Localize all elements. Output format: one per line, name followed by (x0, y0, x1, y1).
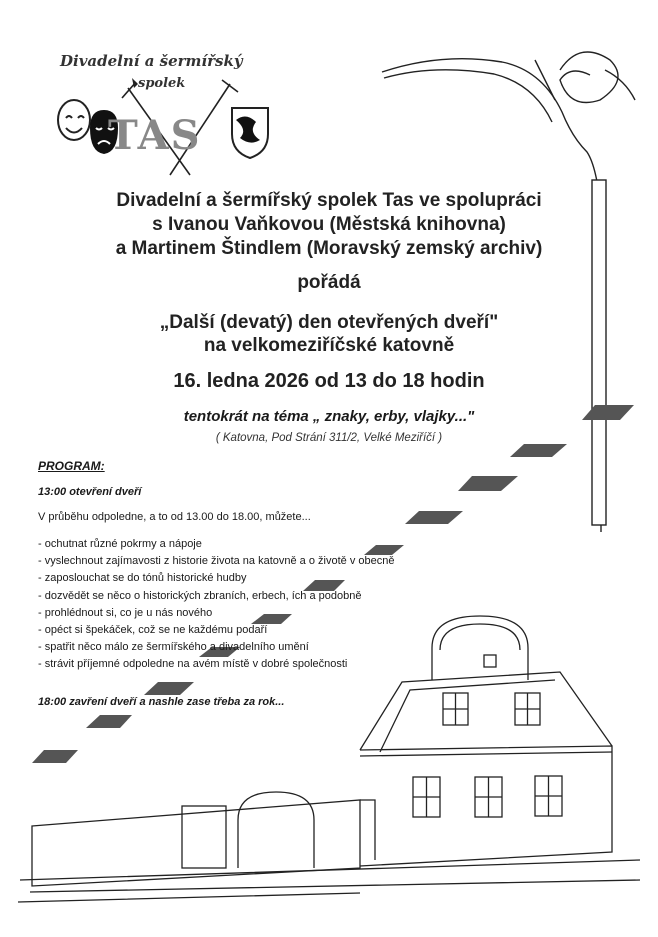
event-title-line-2: na velkomeziříčské katovně (203, 335, 455, 356)
list-item: - vyslechnout zajímavosti z historie života na katovně a o životě v obecně (38, 555, 395, 568)
event-date: 16. ledna 2026 od 13 do 18 hodin (173, 370, 485, 392)
program-list (38, 536, 394, 674)
coat-of-arms-icon (232, 108, 268, 158)
program-closing: 18:00 zavření dveří a nashle zase třeba za rok... (38, 696, 285, 708)
heading-line-1: Divadelní a šermířský spolek Tas ve spolupráci (116, 190, 542, 211)
list-item: - opéct si špekáček, což se ne každému podaří (38, 623, 268, 636)
program-open-time: 13:00 otevření dveří (38, 486, 142, 498)
event-place: ( Katovna, Pod Strání 311/2, Velké Meziříčí ) (215, 432, 443, 444)
list-item: - strávit příjemné odpoledne na avém místě v dobré společnosti (38, 658, 348, 671)
logo-subtitle: spolek (138, 76, 186, 91)
list-item: - dozvědět se něco o historických zbraních, erbech, ích a podobně (38, 589, 362, 602)
event-title-line-1: „Další (devatý) den otevřených dveří" (159, 312, 499, 333)
list-item: - ochutnat různé pokrmy a nápoje (38, 538, 202, 550)
logo-title: Divadelní a šermířský (60, 52, 243, 70)
heading-line-2: s Ivanou Vaňkovou (Městská knihovna) (152, 214, 506, 235)
program-intro: V průběhu odpoledne, a to od 13.00 do 18.00, můžete... (38, 511, 311, 523)
heading-line-3: a Martinem Štindlem (Moravský zemský archiv) (115, 238, 543, 259)
list-item: - spatřit něco málo ze šermířského a divadelního umění (38, 641, 309, 654)
organizes-label: pořádá (297, 272, 361, 293)
list-item: - zaposlouchat se do tónů historické hudby (38, 572, 247, 585)
program-title: PROGRAM: (38, 459, 105, 473)
list-item: - prohlédnout si, co je u nás nového (38, 606, 213, 619)
logo-emblem-text: TAS (108, 112, 202, 159)
event-theme: tentokrát na téma „ znaky, erby, vlajky..." (183, 408, 475, 425)
